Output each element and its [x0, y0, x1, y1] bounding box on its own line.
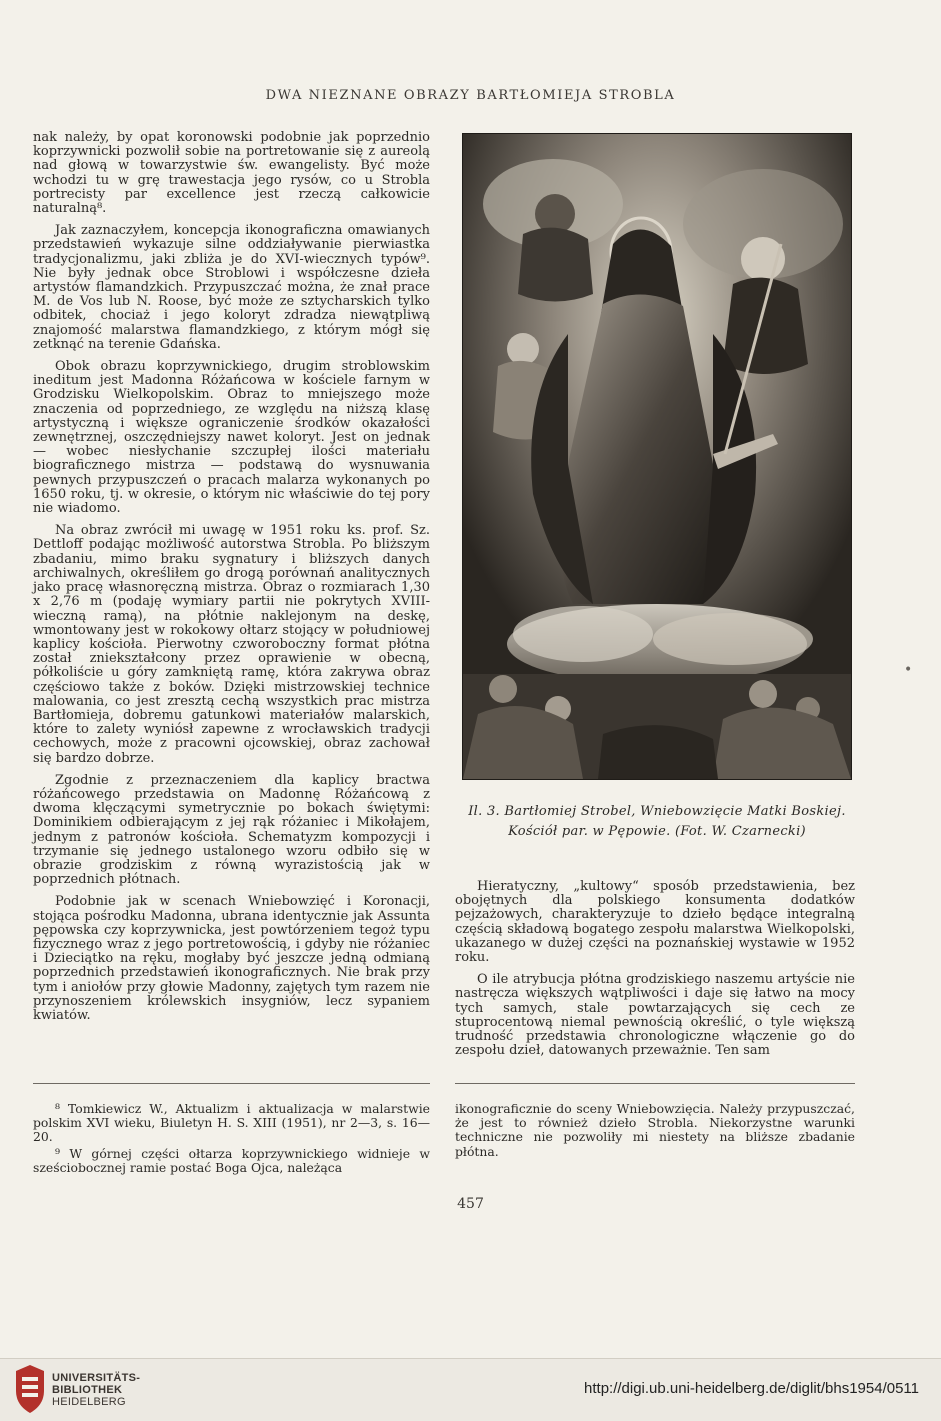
library-name-line-3: HEIDELBERG	[52, 1396, 126, 1408]
left-text-column	[33, 131, 430, 1031]
figure-caption	[452, 802, 862, 842]
paragraph-4: Na obraz zwrócił mi uwagę w 1951 roku ks. prof. Sz. Dettloff podając możliwość autorstwa Strobla. Po bliższym zbadaniu, mimo braku sygnatury i bliższych danych archiwalnych, określiłem go drogą porównań analitycznych jako pracę własnoręczną mistrza. Obraz o rozmiarach 1,30 x 2,76 m (podaję wymiary partii nie pokrytych XVIII-wieczną ramą), na płótnie naklejonym na deskę, wmontowany jest w rokokowy ołtarz stojący w południowej kaplicy kościoła. Pierwotny czworoboczny format płótna został zniekształcony przez oprawienie w obecną, półkoliście u góry zamkniętą ramę, która zakrywa obraz częściowo także z boków. Dzięki mistrzowskiej technice malowania, co jest zresztą cechą wszystkich prac mistrza Bartłomieja, dobremu gatunkowi materiałów malarskich, które to zalety wyniósł zapewne z wrocławskich tradycji cechowych, może z pracowni ojcowskiej, obraz zachował się bardzo dobrze.	[33, 523, 430, 766]
caption-line-2: Kościół par. w Pępowie. (Fot. W. Czarnecki)	[508, 824, 806, 839]
digitization-footer	[0, 1358, 941, 1421]
footnotes-left	[33, 1102, 430, 1177]
library-name-line-2: BIBLIOTHEK	[52, 1384, 123, 1396]
footnote-9-continued: ikonograficznie do sceny Wniebowzięcia. Należy przypuszczać, że jest to również dzieło Strobla. Niekorzystne warunki techniczne nie pozwoliły mi niestety na bliższe zbadanie płótna.	[455, 1101, 855, 1159]
paragraph-2: Jak zaznaczyłem, koncepcja ikonograficzna omawianych przedstawień wykazuje silne oddziaływanie pierwiastka tradycjonalizmu, jaki zbliża je do XVI-wiecznych typów⁹. Nie były jednak obce Stroblowi i współczesne dzieła artystów flamandzkich. Przypuszczać można, że znał prace M. de Vos lub N. Roose, być może ze sztycharskich tylko odbitek, chociaż i jego koloryt zdradza niewątpliwą znajomość malarstwa flamandzkiego, z którym mógł się zetknąć na terenie Gdańska.	[33, 223, 430, 352]
footnote-8: ⁸ Tomkiewicz W., Aktualizm i aktualizacja w malarstwie polskim XVI wieku, Biuletyn H. S. XIII (1951), nr 2—3, s. 16—20.	[33, 1101, 430, 1145]
paragraph-1: nak należy, by opat koronowski podobnie jak poprzednio koprzywnicki pozwolił sobie na portretowanie się z aureolą nad głową w towarzystwie św. ewangelisty. Być może wchodzi tu w grę trawestacja jego rysów, co u Strobla portrecisty par excellence jest rzeczą całkowicie naturalną⁸.	[33, 130, 430, 217]
painting-illustration	[462, 133, 852, 780]
paragraph-7: Hieratyczny, „kultowy“ sposób przedstawienia, bez obojętnych dla polskiego konsumenta dodatków pejzażowych, charakteryzuje to dzieło będące integralną częścią składową bogatego zespołu malarstwa Wielkopolski, ukazanego w dużej części na poznańskiej wystawie w 1952 roku.	[455, 879, 855, 966]
painting-assumption-image	[463, 134, 851, 779]
right-text-column	[455, 880, 855, 1066]
paragraph-8: O ile atrybucja płótna grodziskiego naszemu artyście nie nastręcza większych wątpliwości i daje się łatwo na mocy tych samych, stale powtarzających się cech ze stuprocentową niemal pewnością określić, o tyle większą trudność przedstawia chronologiczne włączenie go do zespołu dzieł, datowanych przeważnie. Ten sam	[455, 972, 855, 1059]
library-logo-icon	[12, 1365, 48, 1415]
page-number: 457	[457, 1196, 484, 1212]
running-head: DWA NIEZNANE OBRAZY BARTŁOMIEJA STROBLA	[265, 88, 676, 103]
footnote-rule-right	[455, 1083, 855, 1084]
footnote-rule-left	[33, 1083, 430, 1084]
source-url[interactable]: http://digi.ub.uni-heidelberg.de/diglit/bhs1954/0511	[584, 1380, 919, 1397]
footnote-9: ⁹ W górnej części ołtarza koprzywnickiego widnieje w sześciobocznej ramie postać Boga Ojca, należąca	[33, 1145, 430, 1175]
paragraph-6: Podobnie jak w scenach Wniebowzięć i Koronacji, stojąca pośrodku Madonna, ubrana identycznie jak Assunta pępowska czy koprzywnicka, jest powtórzeniem tegoż typu fizycznego wraz z jego portretowością, i gdyby nie różaniec i Dzieciątko na ręku, mogłaby być jeszcze jedną odmianą poprzednich przedstawień ikonograficznych. Nie brak przy tym i aniołów przy głowie Madonny, zajętych tym razem nie przynoszeniem królewskich insygniów, lecz sypaniem kwiatów.	[33, 894, 430, 1023]
library-name	[52, 1372, 140, 1408]
caption-line-1: Il. 3. Bartłomiej Strobel, Wniebowzięcie Matki Boskiej.	[468, 804, 846, 819]
paragraph-5: Zgodnie z przeznaczeniem dla kaplicy bractwa różańcowego przedstawia on Madonnę Różańcową z dwoma klęczącymi symetrycznie po bokach świętymi: Dominikiem odbierającym z jej rąk różaniec i Mikołajem, jednym z patronów kościoła. Schematyzm kompozycji i trzymanie się jednego ustalonego wzoru odbiło się w obrazie grodziskim z równą wyrazistością jak w poprzednich płótnach.	[33, 772, 430, 888]
library-name-line-1: UNIVERSITÄTS-	[52, 1372, 141, 1384]
paragraph-3: Obok obrazu koprzywnickiego, drugim stroblowskim ineditum jest Madonna Różańcowa w kościele farnym w Grodzisku Wielkopolskim. Obraz to mniejszego może znaczenia od poprzedniego, ze względu na niższą klasę artystyczną i większe ograniczenie środków okazałości zewnętrznej, oszczędniejszy nawet koloryt. Jest on jednak — wobec niesłychanie szczupłej ilości materiału biograficznego mistrza — podstawą do wysnuwania pewnych przypuszczeń o pracach malarza wykonanych po 1650 roku, tj. w okresie, o którym nic właściwie do tej pory nie wiadomo.	[33, 359, 430, 517]
margin-mark: •	[904, 662, 913, 678]
footnotes-right	[455, 1102, 855, 1161]
